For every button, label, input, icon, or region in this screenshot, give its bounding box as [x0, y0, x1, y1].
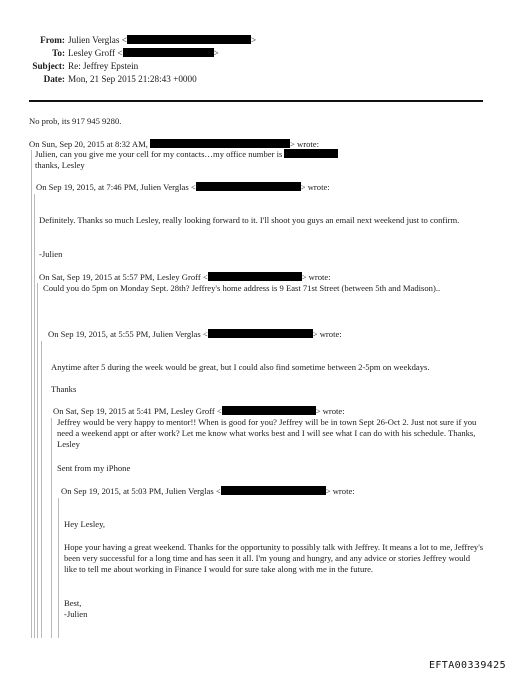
quote-header-6: On Sep 19, 2015, at 5:03 PM, Julien Verglas < > wrote: [61, 486, 355, 496]
date-label: Date: [43, 74, 65, 84]
to-label: To: [52, 48, 65, 58]
quote-header-2: On Sep 19, 2015, at 7:46 PM, Julien Verglas < > wrote: [36, 182, 330, 192]
bates-number: EFTA00339425 [428, 660, 506, 671]
quote-sign-2: -Julien [39, 249, 63, 259]
quote-text-1b: thanks, Lesley [35, 160, 85, 170]
redaction-block [221, 486, 326, 495]
from-label: From: [40, 35, 65, 45]
redaction-block [150, 139, 290, 148]
quote-thanks-4: Thanks [51, 384, 77, 394]
from-value: Julien Verglas < [68, 35, 127, 45]
quote-bar-1 [31, 150, 32, 638]
subject-value: Re: Jeffrey Epstein [68, 61, 139, 71]
quote-sign-6: -Julien [64, 609, 88, 619]
quote-bar-5 [51, 418, 52, 638]
redaction-block [208, 329, 313, 338]
header-divider [29, 100, 483, 102]
header-subject [0, 61, 138, 72]
quote-bar-4 [41, 341, 42, 638]
quote-text-2: Definitely. Thanks so much Lesley, really looking forward to it. I'll shoot you guys an email next weekend just to confirm. [39, 215, 460, 225]
quote-header-4: On Sep 19, 2015, at 5:55 PM, Julien Verglas < > wrote: [48, 329, 342, 339]
header-from: From: Julien Verglas < > [0, 35, 256, 46]
quote-header-5: On Sat, Sep 19, 2015 at 5:41 PM, Lesley Groff < > wrote: [53, 406, 345, 416]
redaction-block [123, 48, 214, 57]
quote-best-6: Best, [64, 598, 82, 608]
redaction-block [196, 182, 301, 191]
quote-bar-2 [34, 194, 35, 638]
quote-header-1: On Sun, Sep 20, 2015 at 8:32 AM, > wrote: [29, 139, 319, 149]
redaction-block [284, 149, 338, 158]
quote-text-5: Jeffrey would be very happy to mentor!! When is good for you? Jeffrey will be in town Sept 26-Oct 2. Just not sure if you need a weekend appt or after work? Let me know what works best and I will see what I can do with his schedule. Thanks, Lesley [57, 417, 477, 450]
quote-text-4: Anytime after 5 during the week would be great, but I could also find sometime between 2-5pm on weekdays. [51, 362, 430, 372]
quote-text-1: Julien, can you give me your cell for my contacts…my office number is [35, 149, 338, 160]
quote-header-3: On Sat, Sep 19, 2015 at 5:57 PM, Lesley Groff < > wrote: [39, 272, 331, 282]
quote-bar-6 [58, 498, 59, 638]
to-value: Lesley Groff < [68, 48, 123, 58]
quote-text-3: Could you do 5pm on Monday Sept. 28th? Jeffrey's home address is 9 East 71st Street (between 5th and Madison).. [43, 283, 441, 293]
redaction-block [208, 272, 302, 281]
quote-sent-5: Sent from my iPhone [57, 463, 131, 473]
header-date [0, 74, 197, 85]
reply-line: No prob, its 917 945 9280. [29, 116, 122, 126]
redaction-block [127, 35, 251, 44]
date-value: Mon, 21 Sep 2015 21:28:43 +0000 [68, 74, 197, 84]
quote-bar-3 [37, 283, 38, 638]
redaction-block [222, 406, 316, 415]
subject-label: Subject: [32, 61, 65, 71]
quote-text-6: Hope your having a great weekend. Thanks for the opportunity to possibly talk with Jeffrey. It means a lot to me, Jeffrey's been very successful for a long time and has seen it all. I'm young and hungry, and any advice or stories Jeffrey would like to tell me about working in Finance I would for sure take along with me in the future. [64, 542, 484, 575]
header-to: To: Lesley Groff < > [0, 48, 219, 59]
quote-greeting-6: Hey Lesley, [64, 519, 105, 529]
